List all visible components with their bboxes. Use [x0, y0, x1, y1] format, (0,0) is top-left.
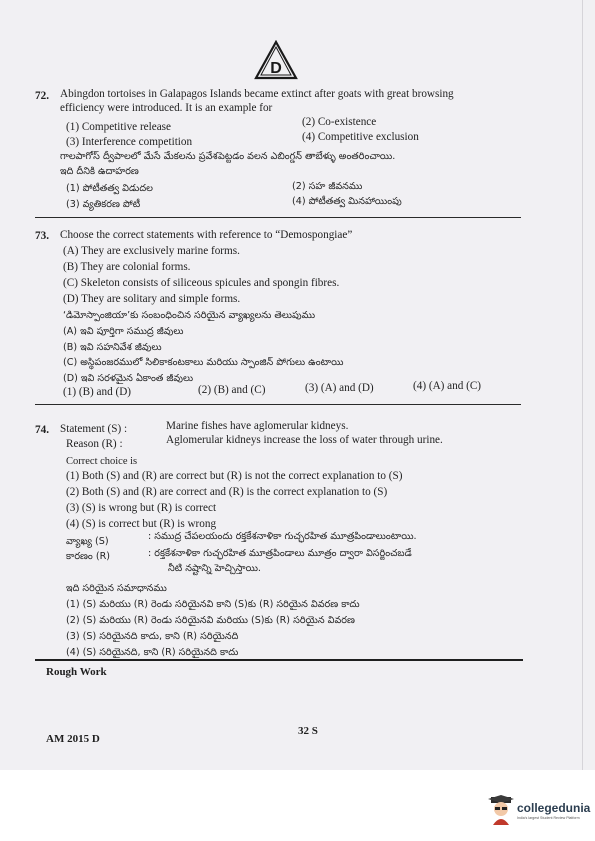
- page-number: 32 S: [298, 725, 318, 737]
- collegedunia-logo: [487, 795, 591, 827]
- option-2: (2) (B) and (C): [198, 384, 266, 396]
- telugu-statement-label: వ్యాఖ్య (S): [66, 536, 109, 547]
- telugu-option-2: (2) సహ జీవనము: [292, 181, 363, 192]
- question-number: 74.: [35, 424, 49, 436]
- reason-text: Aglomerular kidneys increase the loss of water through urine.: [166, 434, 443, 446]
- telugu-option-3: (3) వ్యతికరణ పోటీ: [66, 199, 141, 210]
- booklet-code-triangle: [254, 40, 298, 80]
- telugu-stem: ‘డిమోస్పాంజియా’కు సంబంధించిన సరియైన వ్యాఖ్యలను తెలుపుము: [63, 310, 316, 321]
- telugu-stem: గాలపాగోస్ ద్వీపాలలో మేసే మేకలను ప్రవేశపెట్టడం వలన ఎబింగ్డన్ తాబేళ్ళు అంతరించాయి.: [60, 151, 396, 162]
- telugu-option-3: (3) (S) సరియైనది కాదు, కాని (R) సరియైనది: [66, 631, 239, 642]
- telugu-option-1: (1) పోటీతత్వ విడుదల: [66, 183, 153, 194]
- rough-work-label: Rough Work: [46, 666, 107, 678]
- telugu-statement-a: (A) ఇవి పూర్తిగా సముద్ర జీవులు: [63, 326, 184, 337]
- option-2: (2) Co-existence: [302, 116, 377, 128]
- telugu-statement-b: (B) ఇవి సహనివేశ జీవులు: [63, 342, 162, 353]
- telugu-statement-text: : సముద్ర చేపలయందు రక్తకేశనాళికా గుచ్ఛరహిత మూత్రపిండాలుంటాయి.: [148, 531, 417, 542]
- mascot-icon: [487, 795, 515, 825]
- telugu-option-4: (4) (S) సరియైనది, కాని (R) సరియైనది కాదు: [66, 647, 239, 658]
- telugu-stem: ఇది దీనికి ఉదాహరణ: [60, 166, 139, 177]
- telugu-option-2: (2) (S) మరియు (R) రెండు సరియైనవి మరియు (S)కు (R) సరియైన వివరణ: [66, 615, 355, 626]
- question-stem: Abingdon tortoises in Galapagos Islands became extinct after goats with great browsing: [60, 88, 454, 100]
- statement-d: (D) They are solitary and simple forms.: [63, 293, 241, 305]
- booklet-code-letter: D: [270, 60, 282, 77]
- telugu-statement-c: (C) అస్థిపంజరములో సిలికాకంటకాలు మరియు స్పాంజిన్ పోగులు ఉంటాయి: [63, 357, 344, 368]
- option-4: (4) (S) is correct but (R) is wrong: [66, 518, 217, 530]
- option-3: (3) Interference competition: [66, 136, 193, 148]
- correct-choice-label: Correct choice is: [66, 456, 138, 467]
- option-1: (1) (B) and (D): [63, 386, 132, 398]
- question-stem: efficiency were introduced. It is an example for: [60, 102, 273, 114]
- telugu-option-4: (4) పోటీతత్వ మినహాయింపు: [292, 196, 402, 207]
- collegedunia-tagline: India's largest Student Review Platform: [517, 816, 580, 820]
- telugu-reason-text: నీటి నష్టాన్ని హెచ్చిస్తాయి.: [168, 563, 261, 574]
- divider: [35, 659, 523, 661]
- telugu-option-1: (1) (S) మరియు (R) రెండు సరియైనవి కాని (S)కు (R) సరియైన వివరణ కాదు: [66, 599, 360, 610]
- collegedunia-name: collegedunia: [517, 801, 591, 815]
- option-3: (3) (S) is wrong but (R) is correct: [66, 502, 217, 514]
- divider: [35, 404, 521, 405]
- option-4: (4) (A) and (C): [413, 380, 482, 392]
- option-2: (2) Both (S) and (R) are correct and (R) is the correct explanation to (S): [66, 486, 388, 498]
- telugu-correct-choice: ఇది సరియైన సమాధానము: [66, 583, 167, 594]
- option-4: (4) Competitive exclusion: [302, 131, 419, 143]
- statement-b: (B) They are colonial forms.: [63, 261, 191, 273]
- telugu-reason-text: : రక్తకేశనాళికా గుచ్ఛరహిత మూత్రపిండాలు మూత్రం ద్వారా విసర్జించబడే: [148, 548, 412, 559]
- question-number: 73.: [35, 230, 49, 242]
- reason-label: Reason (R) :: [66, 438, 123, 450]
- statement-a: (A) They are exclusively marine forms.: [63, 245, 240, 257]
- option-1: (1) Both (S) and (R) are correct but (R) is not the correct explanation to (S): [66, 470, 403, 482]
- exam-code: AM 2015 D: [46, 733, 100, 745]
- statement-c: (C) Skeleton consists of siliceous spicules and spongin fibres.: [63, 277, 340, 289]
- statement-text: Marine fishes have aglomerular kidneys.: [166, 420, 349, 432]
- question-stem: Choose the correct statements with reference to “Demospongiae”: [60, 229, 353, 241]
- question-number: 72.: [35, 90, 49, 102]
- option-3: (3) (A) and (D): [305, 382, 374, 394]
- statement-label: Statement (S) :: [60, 423, 128, 435]
- telugu-statement-d: (D) ఇవి సరళమైన ఏకాంత జీవులు: [63, 373, 194, 384]
- option-1: (1) Competitive release: [66, 121, 171, 133]
- telugu-reason-label: కారణం (R): [66, 551, 110, 562]
- divider: [35, 217, 521, 218]
